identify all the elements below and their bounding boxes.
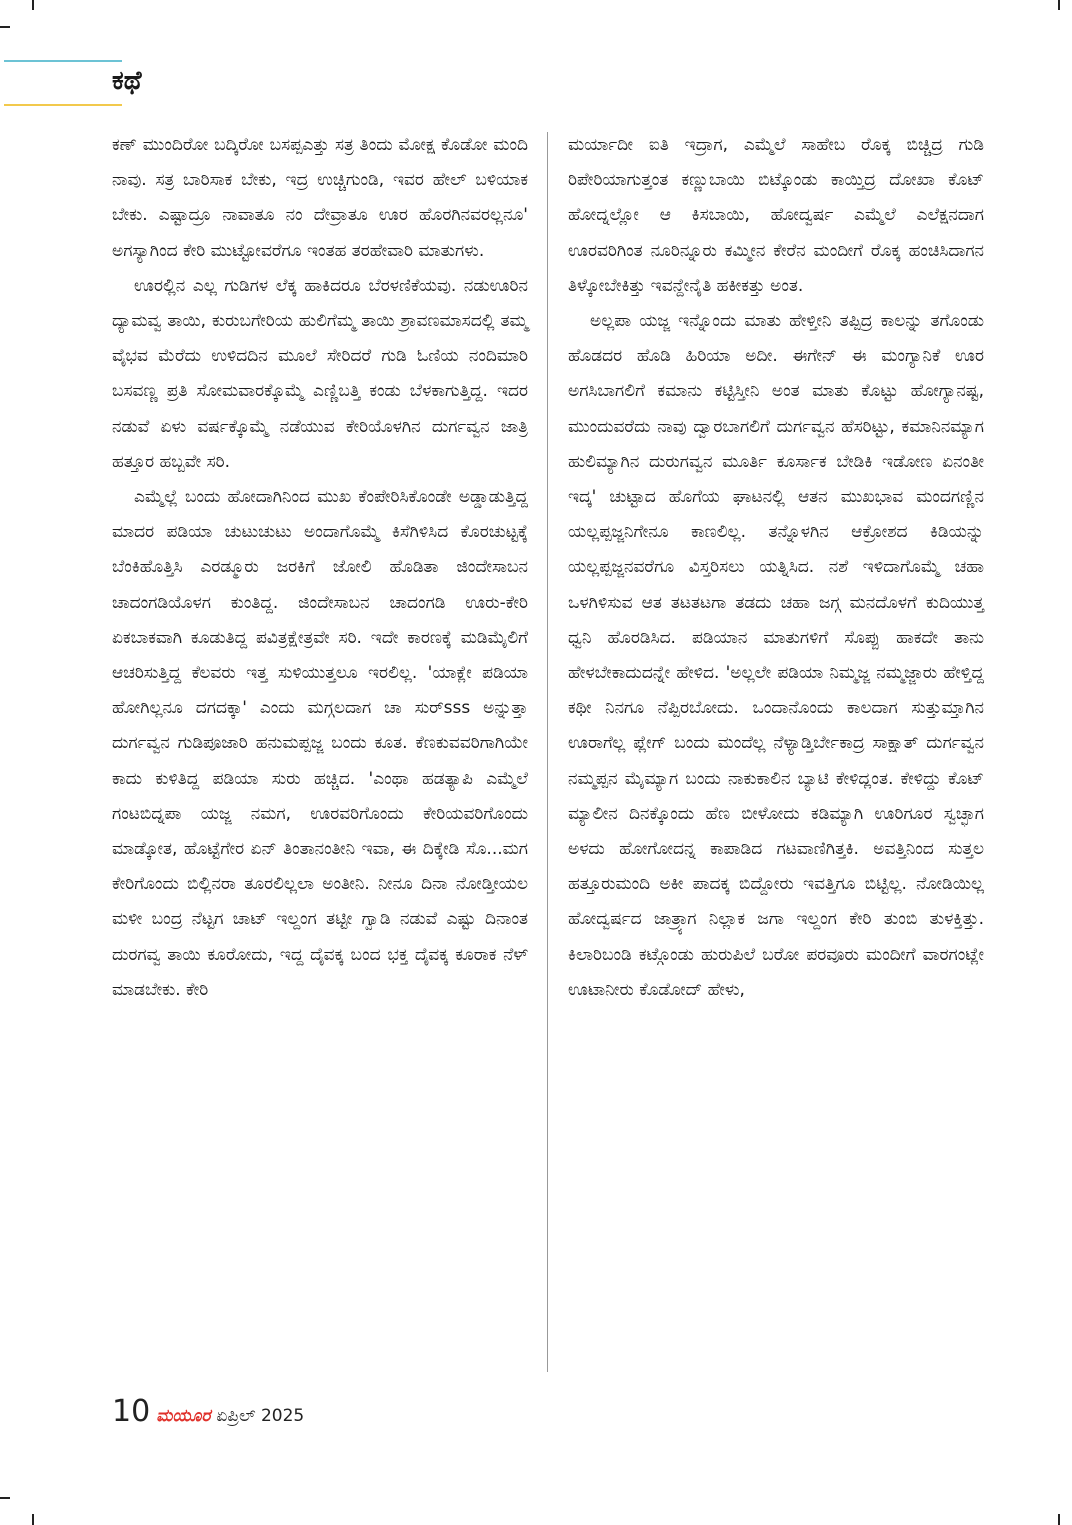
- issue-date: ಏಪ್ರಿಲ್ 2025: [216, 1406, 305, 1426]
- column-divider: [547, 132, 548, 1372]
- crop-mark: [1058, 1514, 1060, 1525]
- right-column: [568, 128, 984, 1008]
- crop-mark: [0, 1497, 10, 1499]
- header-rule-bottom: [4, 104, 122, 106]
- crop-mark: [0, 26, 10, 28]
- paragraph: ಮರ್ಯಾದೀ ಐತಿ ಇದ್ರಾಗ, ಎಮ್ಮೆಲೆ ಸಾಹೇಬ ರೊಕ್ಕ ಬಿಚ್ಚಿದ್ರ ಗುಡಿ ರಿಪೇರಿಯಾಗುತ್ತಂತ ಕಣ್ಣುಬಾಯಿ ಬಿಟ್ಕೊಂಡು ಕಾಯ್ತಿದ್ರ ದೋಖಾ ಕೊಟ್ ಹೋದ್ನಲ್ಲೋ ಆ ಕಿಸಬಾಯಿ, ಹೋದ್ವರ್ಷ ಎಮ್ಮೆಲೆ ಎಲೆಕ್ಷನದಾಗ ಊರವರಿಗಿಂತ ನೂರಿನ್ನೂರು ಕಮ್ಮೀನ ಕೇರೆನ ಮಂದೀಗೆ ರೊಕ್ಕ ಹಂಚಿಸಿದಾಗನ ತಿಳ್ಕೋಬೇಕಿತ್ತು ಇವನ್ದೇನೈತಿ ಹಕೀಕತ್ತು ಅಂತ.: [568, 135, 984, 296]
- header-rule-top: [4, 60, 122, 62]
- paragraph: ಕಣ್ ಮುಂದಿರೋ ಬದ್ಕಿರೋ ಬಸಪ್ಪಎತ್ತು ಸತ್ರ ತಿಂದು ಮೋಕ್ಷ ಕೊಡೋ ಮಂದಿ ನಾವು. ಸತ್ರ ಬಾರಿಸಾಕ ಬೇಕು, ಇದ್ರ ಉಚ್ಚಿಗುಂಡಿ, ಇವರ ಹೇಲ್ ಬಳಿಯಾಕ ಬೇಕು. ಎಷ್ಟಾದ್ರೂ ನಾವಾತೂ ನಂ ದೇವ್ರಾತೂ ಊರ ಹೊರಗಿನವರಲ್ಲನೂ' ಅಗಸ್ಯಾಗಿಂದ ಕೇರಿ ಮುಟ್ಟೋವರೆಗೂ ಇಂತಹ ತರಹೇವಾರಿ ಮಾತುಗಳು.: [112, 135, 528, 261]
- section-title: ಕಥೆ: [112, 66, 142, 96]
- crop-mark: [32, 0, 34, 10]
- page-footer: [112, 1394, 304, 1429]
- magazine-logo: ಮಯೂರ: [156, 1406, 211, 1426]
- crop-mark: [1058, 0, 1060, 10]
- crop-mark: [32, 1514, 34, 1525]
- paragraph: ಊರಲ್ಲಿನ ಎಲ್ಲ ಗುಡಿಗಳ ಲೆಕ್ಕ ಹಾಕಿದರೂ ಬೆರಳಣಿಕೆಯವು. ನಡುಊರಿನ ದ್ಯಾಮವ್ವ ತಾಯಿ, ಕುರುಬಗೇರಿಯ ಹುಲಿಗೆಮ್ಮ ತಾಯಿ ಶ್ರಾವಣಮಾಸದಲ್ಲಿ ತಮ್ಮ ವೈಭವ ಮೆರೆದು ಉಳಿದದಿನ ಮೂಲೆ ಸೇರಿದರೆ ಗುಡಿ ಓಣಿಯ ನಂದಿಮಾರಿ ಬಸವಣ್ಣ ಪ್ರತಿ ಸೋಮವಾರಕ್ಕೊಮ್ಮೆ ಎಣ್ಣಿಬತ್ತಿ ಕಂಡು ಬೆಳಕಾಗುತ್ತಿದ್ದ. ಇದರ ನಡುವೆ ಏಳು ವರ್ಷಕ್ಕೊಮ್ಮೆ ನಡೆಯುವ ಕೇರಿಯೊಳಗಿನ ದುರ್ಗವ್ವನ ಜಾತ್ರಿ ಹತ್ತೂರ ಹಬ್ಬವೇ ಸರಿ.: [112, 275, 528, 472]
- paragraph: ಅಲ್ಲಪಾ ಯಜ್ಜ ಇನ್ನೊಂದು ಮಾತು ಹೇಳ್ತೀನಿ ತಪ್ಪಿದ್ರ ಕಾಲನ್ನು ತಗೊಂಡು ಹೊಡದರ ಹೊಡಿ ಹಿರಿಯಾ ಅದೀ. ಈಗೇನ್ ಈ ಮಂಗ್ಯಾನಿಕೆ ಊರ ಅಗಸಿಬಾಗಲಿಗೆ ಕಮಾನು ಕಟ್ಟಿಸ್ತೀನಿ ಅಂತ ಮಾತು ಕೊಟ್ಟು ಹೋಗ್ಯಾನಷ್ಟ, ಮುಂದುವರೆದು ನಾವು ದ್ವಾರಬಾಗಲಿಗೆ ದುರ್ಗವ್ವನ ಹೆಸರಿಟ್ಟು, ಕಮಾನಿನಮ್ಯಾಗ ಹುಲಿಮ್ಯಾಗಿನ ದುರುಗವ್ವನ ಮೂರ್ತಿ ಕೂರ್ಸಾಕ ಬೇಡಿಕಿ ಇಡೋಣ ಏನಂತೀ ಇದ್ಕ' ಚುಟ್ಟಾದ ಹೊಗೆಯ ಘಾಟನಲ್ಲಿ ಆತನ ಮುಖಭಾವ ಮಂದಗಣ್ಣಿನ ಯಲ್ಲಪ್ಪಜ್ಜನಿಗೇನೂ ಕಾಣಲಿಲ್ಲ. ತನ್ನೊಳಗಿನ ಆಕ್ರೋಶದ ಕಿಡಿಯನ್ನು ಯಲ್ಲಪ್ಪಜ್ಜನವರೆಗೂ ವಿಸ್ತರಿಸಲು ಯತ್ನಿಸಿದ. ನಶೆ ಇಳಿದಾಗೊಮ್ಮೆ ಚಹಾ ಒಳಗಿಳಿಸುವ ಆತ ತಟತಟಗಾ ತಡದು ಚಹಾ ಜಗ್ಗ ಮನದೊಳಗೆ ಕುದಿಯುತ್ತ ಧ್ವನಿ ಹೊರಡಿಸಿದ. ಪಡಿಯಾನ ಮಾತುಗಳಿಗೆ ಸೊಪ್ಪು ಹಾಕದೇ ತಾನು ಹೇಳಬೇಕಾದುದನ್ನೇ ಹೇಳಿದ. 'ಅಲ್ಲಲೇ ಪಡಿಯಾ ನಿಮ್ಮಜ್ಜ ನಮ್ಮಜ್ಜಾರು ಹೇಳ್ತಿದ್ದ ಕಥೀ ನಿನಗೂ ನೆಪ್ಪಿರಬೋದು. ಒಂದಾನೊಂದು ಕಾಲದಾಗ ಸುತ್ತುಮ್ತಾಗಿನ ಊರಾಗೆಲ್ಲ ಪ್ಲೇಗ್ ಬಂದು ಮಂದೆಲ್ಲ ನೆಳ್ಯಾಡ್ತಿರ್ಬೇಕಾದ್ರ ಸಾಕ್ಷಾತ್ ದುರ್ಗವ್ವನ ನಮ್ಮಪ್ಪನ ಮೈಮ್ಯಾಗ ಬಂದು ನಾಕುಕಾಲಿನ ಬ್ಯಾಟಿ ಕೇಳಿದ್ಲಂತ. ಕೇಳಿದ್ದು ಕೊಟ್ ಮ್ಯಾಲೀನ ದಿನಕ್ಕೊಂದು ಹೆಣ ಬೀಳೋದು ಕಡಿಮ್ಯಾಗಿ ಊರಿಗೂರ ಸ್ವಚ್ಛಾಗ ಅಳದು ಹೋಗೋದನ್ನ ಕಾಪಾಡಿದ ಗಟವಾಣಿಗಿತ್ತಕಿ. ಅವತ್ತಿನಿಂದ ಸುತ್ತಲ ಹತ್ತೂರುಮಂದಿ ಅಕೀ ಪಾದಕ್ಕ ಬಿದ್ದೋರು ಇವತ್ತಿಗೂ ಬಿಟ್ಟಿಲ್ಲ. ನೋಡಿಯಿಲ್ಲ ಹೋದ್ವರ್ಷದ ಜಾತ್ರ್ಯಾಗ ನಿಲ್ಲಾಕ ಜಗಾ ಇಲ್ದಂಗ ಕೇರಿ ತುಂಬಿ ತುಳಕ್ತಿತ್ತು. ಕಿಲಾರಿಬಂಡಿ ಕಟ್ಗೊಂಡು ಹುರುಪಿಲೆ ಬರೋ ಪರವೂರು ಮಂದೀಗೆ ವಾರಗಂಟ್ಲೇ ಊಟಾನೀರು ಕೊಡೋದ್ ಹೇಳು,: [568, 311, 984, 1000]
- page-number: 10: [112, 1394, 151, 1429]
- paragraph: ಎಮ್ಮೆಲ್ಲೆ ಬಂದು ಹೋದಾಗಿನಿಂದ ಮುಖ ಕೆಂಪೇರಿಸಿಕೊಂಡೇ ಅಡ್ಡಾಡುತ್ತಿದ್ದ ಮಾದರ ಪಡಿಯಾ ಚುಟುಚುಟು ಅಂದಾಗೊಮ್ಮೆ ಕಿಸೆಗಿಳಿಸಿದ ಕೊರಚುಟ್ಟಕ್ಕೆ ಬೆಂಕಿಹೊತ್ತಿಸಿ ಎರಡ್ಮೂರು ಜರಕಿಗೆ ಜೋಲಿ ಹೊಡಿತಾ ಜಿಂದೇಸಾಬನ ಚಾದಂಗಡಿಯೊಳಗ ಕುಂತಿದ್ದ. ಜಿಂದೇಸಾಬನ ಚಾದಂಗಡಿ ಊರು-ಕೇರಿ ಏಕಬಾಕವಾಗಿ ಕೂಡುತಿದ್ದ ಪವಿತ್ರಕ್ಷೇತ್ರವೇ ಸರಿ. ಇದೇ ಕಾರಣಕ್ಕೆ ಮಡಿಮೈಲಿಗೆ ಆಚರಿಸುತ್ತಿದ್ದ ಕೆಲವರು ಇತ್ತ ಸುಳಿಯುತ್ತಲೂ ಇರಲಿಲ್ಲ. 'ಯಾಕ್ಲೇ ಪಡಿಯಾ ಹೋಗಿಲ್ಲನೂ ದಗದಕ್ಕಾ' ಎಂದು ಮಗ್ಗಲದಾಗ ಚಾ ಸುರ್sss ಅನ್ನುತ್ತಾ ದುರ್ಗವ್ವನ ಗುಡಿಪೂಜಾರಿ ಹನುಮಪ್ಪಜ್ಜ ಬಂದು ಕೂತ. ಕೆಣಕುವವರಿಗಾಗಿಯೇ ಕಾದು ಕುಳಿತಿದ್ದ ಪಡಿಯಾ ಸುರು ಹಚ್ಚಿದ. 'ಎಂಥಾ ಹಡತ್ಯಾಪಿ ಎಮ್ಮೆಲೆ ಗಂಟಬಿದ್ನಪಾ ಯಜ್ಜ ನಮಗ, ಊರವರಿಗೊಂದು ಕೇರಿಯವರಿಗೊಂದು ಮಾಡ್ಕೋತ, ಹೊಟ್ಟೆಗೇರ ಏನ್ ತಿಂತಾನಂತೀನಿ ಇವಾ, ಈ ದಿಕ್ಕೇಡಿ ಸೊ...ಮಗ ಕೇರಿಗೊಂದು ಬಿಲ್ಲಿನರಾ ತೂರಲಿಲ್ಲಲಾ ಅಂತೀನಿ. ನೀನೂ ದಿನಾ ನೋಡ್ತೀಯಲ ಮಳೀ ಬಂದ್ರ ನೆಟ್ಟಗ ಚಾಟ್ ಇಲ್ದಂಗ ತಟ್ಟೀ ಗ್ವಾಡಿ ನಡುವೆ ಎಷ್ಟು ದಿನಾಂತ ದುರಗವ್ವ ತಾಯಿ ಕೂರೋದು, ಇದ್ದ ದೈವಕ್ಕ ಬಂದ ಭಕ್ತ ದೈವಕ್ಕ ಕೂರಾಕ ನೆಳ್ ಮಾಡಬೇಕು. ಕೇರಿ: [112, 487, 528, 1000]
- left-column: [112, 128, 528, 1008]
